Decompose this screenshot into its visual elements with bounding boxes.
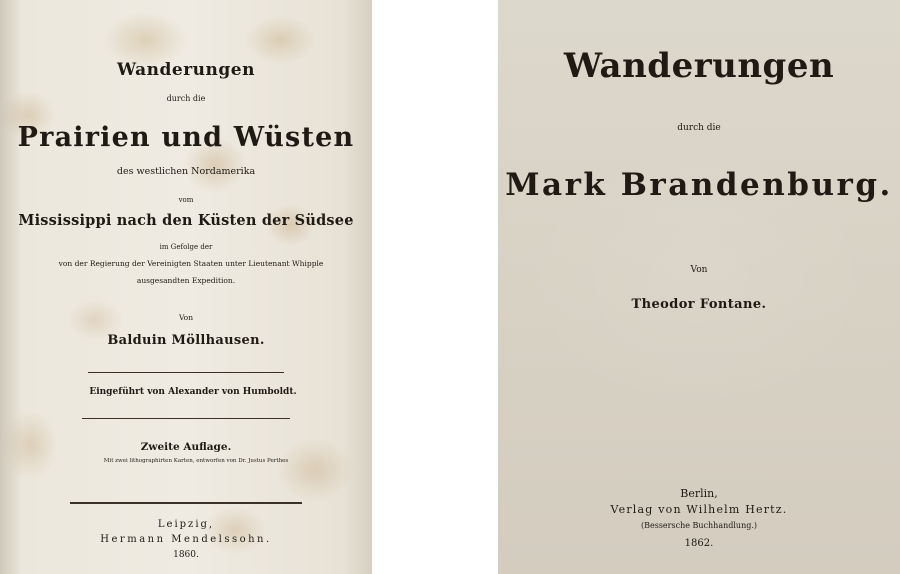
left-edition-note: Mit zwei lithographirten Karten, entworfen von Dr. Justus Perthes bbox=[103, 458, 289, 464]
right-publisher-note: (Bessersche Buchhandlung.) bbox=[640, 521, 758, 530]
left-rule-middle bbox=[82, 418, 290, 419]
left-introduction: Eingeführt von Alexander von Humboldt. bbox=[89, 387, 297, 397]
left-through-text: durch die bbox=[166, 94, 206, 103]
right-by-text: Von bbox=[690, 265, 708, 275]
left-city: Leipzig, bbox=[157, 519, 215, 530]
left-main-heading: Prairien und Wüsten bbox=[17, 122, 355, 153]
left-publisher: Hermann Mendelssohn. bbox=[100, 534, 272, 545]
right-year: 1862. bbox=[684, 538, 714, 549]
left-rule-top bbox=[88, 372, 284, 373]
right-author: Theodor Fontane. bbox=[631, 297, 767, 312]
left-by-text: Von bbox=[178, 313, 194, 322]
right-city: Berlin, bbox=[680, 487, 718, 500]
left-expedition-line1: von der Regierung der Vereinigten Staaten unter Lieutenant Whipple bbox=[58, 259, 324, 268]
left-rule-bottom bbox=[70, 502, 302, 504]
left-title: Wanderungen bbox=[117, 60, 255, 80]
left-edition: Zweite Auflage. bbox=[140, 441, 232, 453]
right-title: Wanderungen bbox=[563, 46, 835, 86]
left-year: 1860. bbox=[173, 550, 199, 560]
left-expedition-line2: ausgesandten Expedition. bbox=[136, 276, 236, 285]
left-from-text: vom bbox=[178, 196, 194, 204]
left-subtitle-region: des westlichen Nordamerika bbox=[116, 166, 256, 177]
left-title-page bbox=[0, 0, 372, 574]
left-company-text: im Gefolge der bbox=[159, 243, 213, 251]
left-secondary-heading: Mississippi nach den Küsten der Südsee bbox=[18, 212, 354, 229]
right-main-heading: Mark Brandenburg. bbox=[505, 167, 893, 203]
right-title-page bbox=[498, 0, 900, 574]
right-publisher: Verlag von Wilhelm Hertz. bbox=[610, 503, 788, 516]
right-through-text: durch die bbox=[677, 123, 721, 133]
left-author: Balduin Möllhausen. bbox=[107, 333, 265, 348]
